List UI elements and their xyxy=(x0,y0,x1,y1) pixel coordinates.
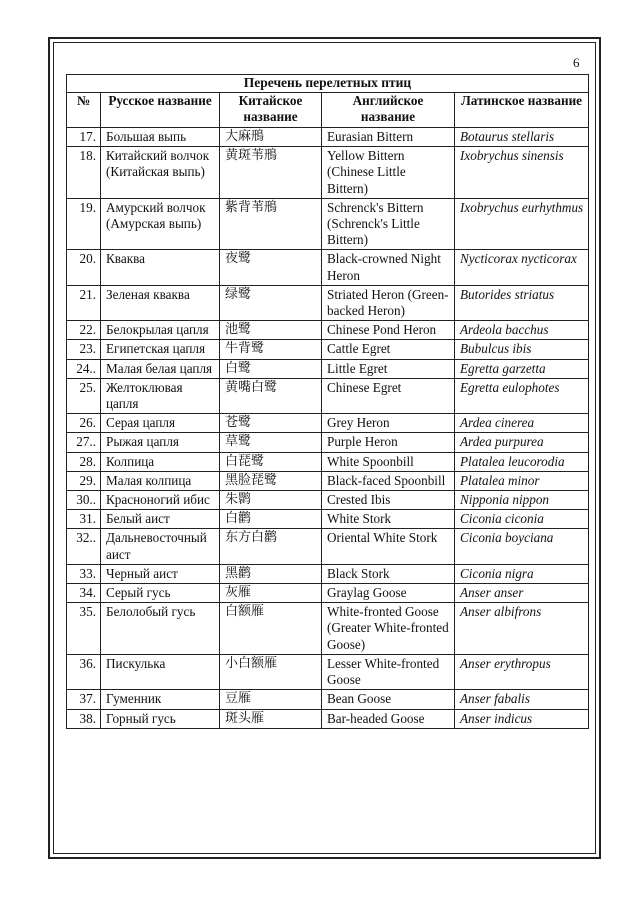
cell-latin-name: Anser albifrons xyxy=(455,603,589,655)
cell-number: 32.. xyxy=(67,529,101,564)
cell-number: 23. xyxy=(67,340,101,359)
cell-number: 28. xyxy=(67,452,101,471)
cell-russian-name: Серая цапля xyxy=(101,414,220,433)
cell-latin-name: Bubulcus ibis xyxy=(455,340,589,359)
cell-chinese-name: 灰雁 xyxy=(220,584,322,603)
cell-chinese-name: 绿鹭 xyxy=(220,285,322,320)
cell-latin-name: Anser erythropus xyxy=(455,654,589,689)
cell-russian-name: Китайский волчок (Китайская выпь) xyxy=(101,147,220,199)
cell-number: 22. xyxy=(67,321,101,340)
cell-number: 19. xyxy=(67,198,101,250)
cell-russian-name: Кваква xyxy=(101,250,220,285)
header-latin: Латинское название xyxy=(455,93,589,128)
page-number: 6 xyxy=(573,55,580,70)
cell-russian-name: Пискулька xyxy=(101,654,220,689)
table-row xyxy=(67,340,589,359)
header-english: Английское название xyxy=(322,93,455,128)
cell-chinese-name: 黄斑苇鳽 xyxy=(220,147,322,199)
cell-number: 38. xyxy=(67,709,101,728)
cell-english-name: Purple Heron xyxy=(322,433,455,452)
cell-latin-name: Anser indicus xyxy=(455,709,589,728)
cell-chinese-name: 白额雁 xyxy=(220,603,322,655)
cell-latin-name: Nycticorax nycticorax xyxy=(455,250,589,285)
table-row xyxy=(67,510,589,529)
cell-russian-name: Белый аист xyxy=(101,510,220,529)
cell-russian-name: Красноногий ибис xyxy=(101,491,220,510)
cell-russian-name: Горный гусь xyxy=(101,709,220,728)
cell-english-name: Black-crowned Night Heron xyxy=(322,250,455,285)
cell-chinese-name: 苍鹭 xyxy=(220,414,322,433)
cell-number: 35. xyxy=(67,603,101,655)
cell-chinese-name: 黄嘴白鹭 xyxy=(220,378,322,413)
cell-latin-name: Platalea leucorodia xyxy=(455,452,589,471)
cell-number: 34. xyxy=(67,584,101,603)
cell-russian-name: Большая выпь xyxy=(101,128,220,147)
cell-chinese-name: 黑鹳 xyxy=(220,564,322,583)
cell-russian-name: Колпица xyxy=(101,452,220,471)
cell-english-name: White Spoonbill xyxy=(322,452,455,471)
cell-english-name: Yellow Bittern (Chinese Little Bittern) xyxy=(322,147,455,199)
cell-latin-name: Ardea purpurea xyxy=(455,433,589,452)
cell-chinese-name: 斑头雁 xyxy=(220,709,322,728)
cell-latin-name: Ixobrychus eurhythmus xyxy=(455,198,589,250)
cell-chinese-name: 小白额雁 xyxy=(220,654,322,689)
cell-latin-name: Nipponia nippon xyxy=(455,491,589,510)
table-row xyxy=(67,321,589,340)
header-chinese: Китайское название xyxy=(220,93,322,128)
cell-latin-name: Anser anser xyxy=(455,584,589,603)
cell-english-name: Bar-headed Goose xyxy=(322,709,455,728)
table-row xyxy=(67,359,589,378)
cell-russian-name: Амурский волчок (Амурская выпь) xyxy=(101,198,220,250)
bird-table xyxy=(66,74,589,729)
cell-latin-name: Anser fabalis xyxy=(455,690,589,709)
header-number: № xyxy=(67,93,101,128)
cell-russian-name: Черный аист xyxy=(101,564,220,583)
cell-english-name: Crested Ibis xyxy=(322,491,455,510)
cell-english-name: Black Stork xyxy=(322,564,455,583)
table-row xyxy=(67,198,589,250)
cell-russian-name: Белокрылая цапля xyxy=(101,321,220,340)
table-row xyxy=(67,564,589,583)
cell-english-name: Oriental White Stork xyxy=(322,529,455,564)
table-row xyxy=(67,603,589,655)
cell-number: 26. xyxy=(67,414,101,433)
cell-english-name: Bean Goose xyxy=(322,690,455,709)
cell-latin-name: Egretta eulophotes xyxy=(455,378,589,413)
table-row xyxy=(67,654,589,689)
table-body xyxy=(67,128,589,729)
cell-english-name: Lesser White-fronted Goose xyxy=(322,654,455,689)
table-row xyxy=(67,128,589,147)
table-row xyxy=(67,529,589,564)
cell-russian-name: Египетская цапля xyxy=(101,340,220,359)
table-row xyxy=(67,584,589,603)
cell-number: 33. xyxy=(67,564,101,583)
cell-latin-name: Egretta garzetta xyxy=(455,359,589,378)
cell-russian-name: Зеленая кваква xyxy=(101,285,220,320)
table-row xyxy=(67,433,589,452)
cell-number: 31. xyxy=(67,510,101,529)
cell-latin-name: Ardeola bacchus xyxy=(455,321,589,340)
cell-english-name: Eurasian Bittern xyxy=(322,128,455,147)
cell-russian-name: Желтоклювая цапля xyxy=(101,378,220,413)
cell-latin-name: Ciconia nigra xyxy=(455,564,589,583)
table-row xyxy=(67,491,589,510)
cell-russian-name: Серый гусь xyxy=(101,584,220,603)
cell-russian-name: Дальневосточный аист xyxy=(101,529,220,564)
table-row xyxy=(67,285,589,320)
cell-english-name: Cattle Egret xyxy=(322,340,455,359)
cell-russian-name: Гуменник xyxy=(101,690,220,709)
cell-number: 17. xyxy=(67,128,101,147)
table-row xyxy=(67,414,589,433)
cell-number: 24.. xyxy=(67,359,101,378)
cell-russian-name: Малая белая цапля xyxy=(101,359,220,378)
cell-chinese-name: 草鹭 xyxy=(220,433,322,452)
cell-english-name: Graylag Goose xyxy=(322,584,455,603)
header-russian: Русское название xyxy=(101,93,220,128)
table-row xyxy=(67,378,589,413)
table-row xyxy=(67,452,589,471)
cell-english-name: Schrenck's Bittern (Schrenck's Little Bittern) xyxy=(322,198,455,250)
cell-number: 29. xyxy=(67,471,101,490)
cell-latin-name: Butorides striatus xyxy=(455,285,589,320)
cell-chinese-name: 豆雁 xyxy=(220,690,322,709)
cell-english-name: Grey Heron xyxy=(322,414,455,433)
cell-english-name: White Stork xyxy=(322,510,455,529)
cell-number: 36. xyxy=(67,654,101,689)
cell-number: 20. xyxy=(67,250,101,285)
cell-english-name: Black-faced Spoonbill xyxy=(322,471,455,490)
cell-chinese-name: 白鹳 xyxy=(220,510,322,529)
cell-chinese-name: 大麻鳽 xyxy=(220,128,322,147)
cell-number: 18. xyxy=(67,147,101,199)
cell-chinese-name: 东方白鹳 xyxy=(220,529,322,564)
cell-chinese-name: 黑脸琵鹭 xyxy=(220,471,322,490)
cell-russian-name: Рыжая цапля xyxy=(101,433,220,452)
cell-chinese-name: 朱鹮 xyxy=(220,491,322,510)
table-row xyxy=(67,471,589,490)
cell-russian-name: Малая колпица xyxy=(101,471,220,490)
cell-number: 37. xyxy=(67,690,101,709)
cell-chinese-name: 白琵鹭 xyxy=(220,452,322,471)
cell-latin-name: Ixobrychus sinensis xyxy=(455,147,589,199)
cell-number: 21. xyxy=(67,285,101,320)
cell-number: 30.. xyxy=(67,491,101,510)
cell-chinese-name: 紫背苇鳽 xyxy=(220,198,322,250)
cell-latin-name: Ciconia boyciana xyxy=(455,529,589,564)
cell-number: 27.. xyxy=(67,433,101,452)
table-row xyxy=(67,250,589,285)
table-row xyxy=(67,147,589,199)
cell-latin-name: Botaurus stellaris xyxy=(455,128,589,147)
table-row xyxy=(67,690,589,709)
cell-russian-name: Белолобый гусь xyxy=(101,603,220,655)
cell-english-name: Striated Heron (Green-backed Heron) xyxy=(322,285,455,320)
cell-english-name: White-fronted Goose (Greater White-fronted Goose) xyxy=(322,603,455,655)
cell-english-name: Chinese Egret xyxy=(322,378,455,413)
cell-english-name: Chinese Pond Heron xyxy=(322,321,455,340)
table-title: Перечень перелетных птиц xyxy=(67,75,589,93)
table-row xyxy=(67,709,589,728)
cell-latin-name: Platalea minor xyxy=(455,471,589,490)
cell-latin-name: Ciconia ciconia xyxy=(455,510,589,529)
cell-chinese-name: 牛背鹭 xyxy=(220,340,322,359)
cell-chinese-name: 夜鹭 xyxy=(220,250,322,285)
cell-latin-name: Ardea cinerea xyxy=(455,414,589,433)
cell-chinese-name: 白鹭 xyxy=(220,359,322,378)
cell-english-name: Little Egret xyxy=(322,359,455,378)
cell-number: 25. xyxy=(67,378,101,413)
cell-chinese-name: 池鹭 xyxy=(220,321,322,340)
